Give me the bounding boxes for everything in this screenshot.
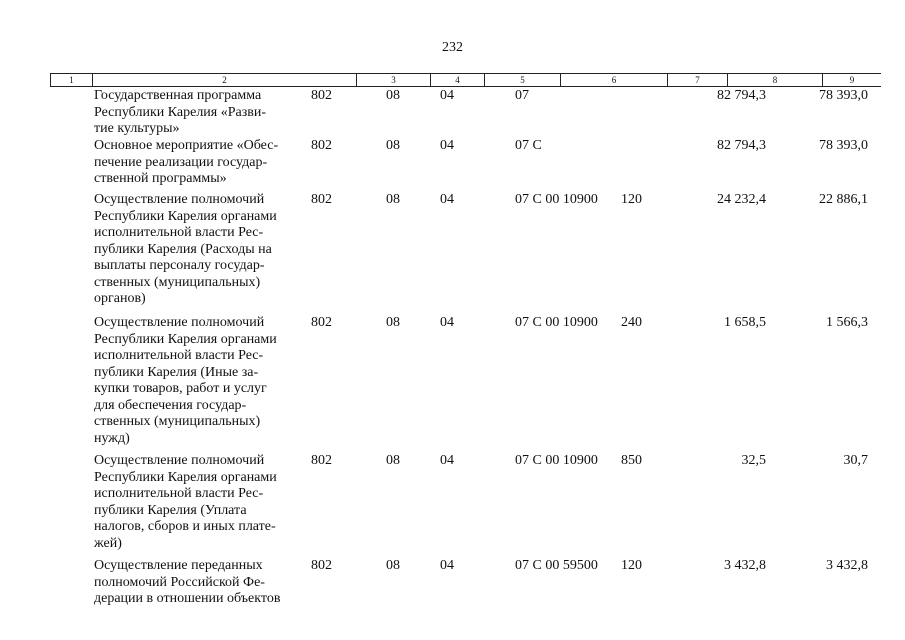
table-row <box>0 453 905 558</box>
row-col-4: 08 <box>386 558 400 573</box>
row-col-3: 802 <box>311 192 332 207</box>
row-col-4: 08 <box>386 192 400 207</box>
table-row <box>0 192 905 315</box>
header-col-5: 5 <box>485 74 561 86</box>
header-col-9: 9 <box>849 75 855 85</box>
row-col-9: 30,7 <box>843 453 868 468</box>
row-col-5: 04 <box>440 138 454 153</box>
row-col-5: 04 <box>440 558 454 573</box>
row-col-5: 04 <box>440 315 454 330</box>
row-col-3: 802 <box>311 138 332 153</box>
row-col-9: 22 886,1 <box>819 192 868 207</box>
row-col-4: 08 <box>386 88 400 103</box>
row-col-5: 04 <box>440 453 454 468</box>
row-name: Осуществление переданных полномочий Российской Фе- дерации в отношении объектов <box>94 558 281 606</box>
row-col-6: 07 С 00 10900 <box>515 315 598 330</box>
row-col-3: 802 <box>311 453 332 468</box>
header-col-1: 1 <box>51 74 93 86</box>
row-col-8: 3 432,8 <box>724 558 766 573</box>
budget-table-body <box>0 88 905 610</box>
page-number: 232 <box>442 40 463 55</box>
row-col-8: 24 232,4 <box>717 192 766 207</box>
header-col-6: 6 <box>561 74 668 86</box>
row-col-8: 1 658,5 <box>724 315 766 330</box>
header-col-4: 4 <box>431 74 485 86</box>
row-name: Осуществление полномочий Республики Карелия органами исполнительной власти Рес- публики Карелия (Уплата налогов, сборов и иных плате- жей) <box>94 453 277 551</box>
row-col-3: 802 <box>311 88 332 103</box>
row-col-9: 78 393,0 <box>819 88 868 103</box>
row-col-9: 78 393,0 <box>819 138 868 153</box>
header-col-8: 8 <box>728 74 823 86</box>
row-col-9: 3 432,8 <box>826 558 868 573</box>
table-row <box>0 558 905 610</box>
row-col-6: 07 С <box>515 138 542 153</box>
row-col-6: 07 С 00 10900 <box>515 453 598 468</box>
row-name: Осуществление полномочий Республики Карелия органами исполнительной власти Рес- публики Карелия (Иные за- купки товаров, работ и услуг для обеспечения государ- ственных (муниципальных) нужд) <box>94 315 277 446</box>
row-col-8: 82 794,3 <box>717 88 766 103</box>
row-col-6: 07 С 00 59500 <box>515 558 598 573</box>
row-col-4: 08 <box>386 138 400 153</box>
row-col-8: 82 794,3 <box>717 138 766 153</box>
row-col-6: 07 <box>515 88 529 103</box>
row-col-7: 120 <box>621 558 642 573</box>
table-row <box>0 88 905 138</box>
row-col-8: 32,5 <box>741 453 766 468</box>
row-name: Государственная программа Республики Карелия «Разви- тие культуры» <box>94 88 267 136</box>
header-col-2: 2 <box>93 74 357 86</box>
header-col-3: 3 <box>357 74 431 86</box>
row-col-4: 08 <box>386 453 400 468</box>
row-col-9: 1 566,3 <box>826 315 868 330</box>
row-col-3: 802 <box>311 315 332 330</box>
row-col-5: 04 <box>440 192 454 207</box>
column-number-header <box>50 73 881 87</box>
table-row <box>0 138 905 192</box>
row-col-6: 07 С 00 10900 <box>515 192 598 207</box>
row-name: Основное мероприятие «Обес- печение реализации государ- ственной программы» <box>94 138 279 186</box>
row-col-4: 08 <box>386 315 400 330</box>
row-col-7: 240 <box>621 315 642 330</box>
table-row <box>0 315 905 453</box>
row-name: Осуществление полномочий Республики Карелия органами исполнительной власти Рес- публики Карелия (Расходы на выплаты персоналу государ- ственных (муниципальных) органов) <box>94 192 277 306</box>
row-col-3: 802 <box>311 558 332 573</box>
row-col-5: 04 <box>440 88 454 103</box>
header-col-7: 7 <box>668 74 728 86</box>
row-col-7: 850 <box>621 453 642 468</box>
row-col-7: 120 <box>621 192 642 207</box>
